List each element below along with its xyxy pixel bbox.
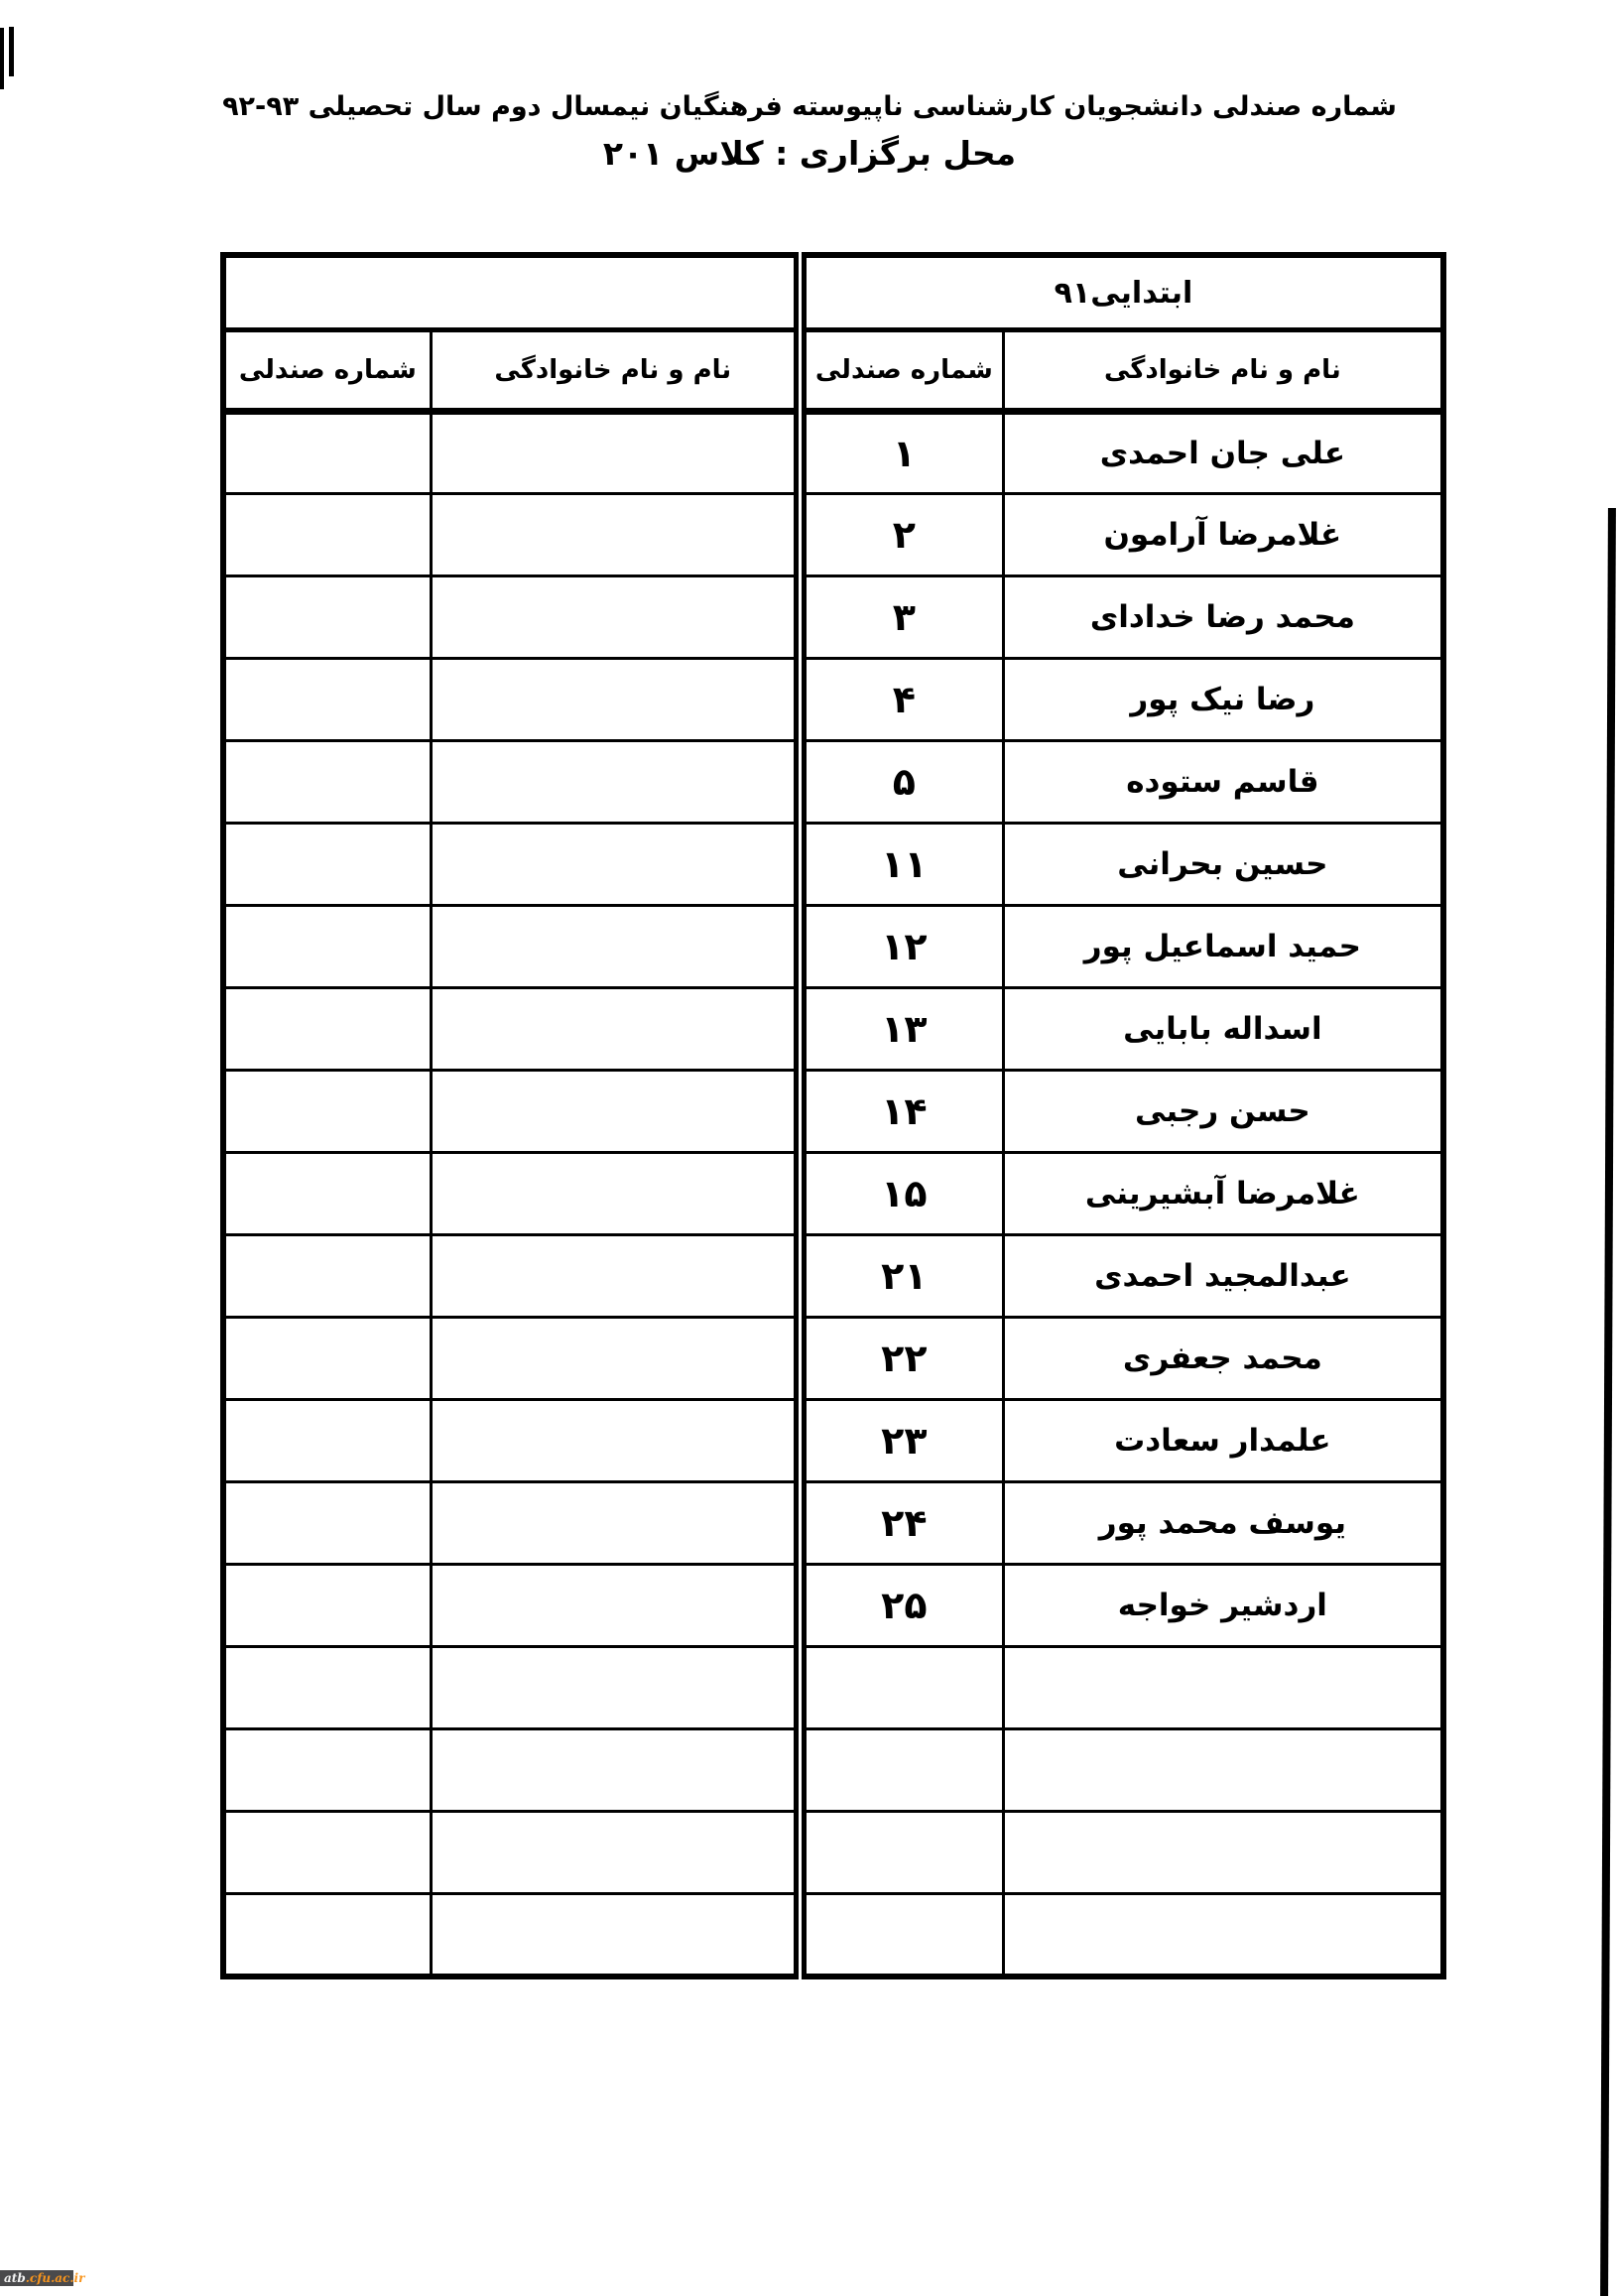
table-row [805,1482,1444,1565]
student-name-cell: محمد رضا خدادای [1003,576,1443,659]
scan-edge-artifact [1600,508,1616,2296]
seat-number-cell [223,1153,431,1235]
student-name-cell [431,1812,796,1894]
seat-number-cell [223,1894,431,1977]
table-row [805,1318,1444,1400]
watermark-badge [0,2270,85,2286]
seat-number-cell: ۱۱ [805,824,1004,906]
seat-number-cell [223,412,431,494]
student-name-cell: عبدالمجید احمدی [1003,1235,1443,1318]
table-row [805,906,1444,988]
student-name-cell [431,1565,796,1647]
table-row [805,1565,1444,1647]
seat-number-cell [223,1729,431,1812]
watermark-text-prefix: atb [4,2271,26,2285]
table-row [805,1812,1444,1894]
seat-number-cell [223,1812,431,1894]
table-row [223,1318,797,1400]
student-name-cell [431,824,796,906]
table-row [223,1894,797,1977]
student-name-cell [431,1318,796,1400]
name-column-header: نام و نام خانوادگی [1003,330,1443,412]
seat-number-cell: ۱۲ [805,906,1004,988]
seat-number-cell [805,1729,1004,1812]
class-table-right [802,252,1446,1979]
seat-number-cell: ۱ [805,412,1004,494]
table-row [805,659,1444,741]
seat-number-cell [223,1400,431,1482]
student-name-cell [431,1729,796,1812]
doc-title: شماره صندلی دانشجویان کارشناسی ناپیوسته فرهنگیان نیمسال دوم سال تحصیلی ۹۳-۹۲ [222,91,1397,122]
student-name-cell [431,1153,796,1235]
name-column-header: نام و نام خانوادگی [431,330,796,412]
seat-number-cell [223,906,431,988]
student-name-cell [431,494,796,576]
student-name-cell: یوسف محمد پور [1003,1482,1443,1565]
student-name-cell [431,741,796,824]
table-row [223,1812,797,1894]
table-row [805,576,1444,659]
table-row [223,1400,797,1482]
seat-number-cell: ۲ [805,494,1004,576]
student-name-cell: غلامرضا آرامون [1003,494,1443,576]
student-name-cell: حسین بحرانی [1003,824,1443,906]
table-row [223,1235,797,1318]
student-name-cell: غلامرضا آبشیرینی [1003,1153,1443,1235]
seat-number-cell [805,1812,1004,1894]
group-header-row [223,255,797,330]
student-name-cell: اردشیر خواجه [1003,1565,1443,1647]
seat-number-cell [223,1235,431,1318]
seat-number-cell: ۲۵ [805,1565,1004,1647]
seat-number-cell [223,1071,431,1153]
table-row [223,988,797,1071]
student-name-cell [1003,1647,1443,1729]
seat-number-cell: ۱۵ [805,1153,1004,1235]
student-name-cell: اسداله بابایی [1003,988,1443,1071]
table-row [805,824,1444,906]
seat-number-cell: ۱۴ [805,1071,1004,1153]
seating-tables [220,252,1446,1979]
student-name-cell [1003,1894,1443,1977]
table-row [223,412,797,494]
seat-number-cell [223,494,431,576]
scan-artifact [9,27,14,76]
table-row [223,1153,797,1235]
table-row [805,1400,1444,1482]
student-name-cell [431,576,796,659]
seat-number-cell [223,659,431,741]
student-name-cell: حمید اسماعیل پور [1003,906,1443,988]
seat-number-cell [223,1565,431,1647]
scan-artifact [0,28,4,89]
table-row [223,1565,797,1647]
student-name-cell [1003,1812,1443,1894]
table-row [223,906,797,988]
student-name-cell [431,1482,796,1565]
document-header [0,0,1619,181]
student-name-cell [431,988,796,1071]
table-row [805,1153,1444,1235]
left-table-body [223,412,797,1977]
table-row [805,412,1444,494]
table-row [805,1235,1444,1318]
seat-number-cell [805,1647,1004,1729]
table-row [805,494,1444,576]
blank-group-header-cell [223,255,797,330]
seat-number-cell [223,576,431,659]
column-header-row [805,330,1444,412]
right-table-body [805,412,1444,1977]
student-name-cell: علمدار سعادت [1003,1400,1443,1482]
student-name-cell [431,1235,796,1318]
table-row [805,988,1444,1071]
seat-number-cell: ۲۳ [805,1400,1004,1482]
table-row [223,576,797,659]
table-row [223,741,797,824]
table-row [223,1729,797,1812]
seat-number-cell [223,1318,431,1400]
seat-column-header: شماره صندلی [223,330,431,412]
seat-number-cell [223,1647,431,1729]
table-row [805,1894,1444,1977]
column-header-row [223,330,797,412]
group-header-cell: ابتدایی۹۱ [805,255,1444,330]
table-row [223,494,797,576]
seat-number-cell [223,741,431,824]
table-row [805,1647,1444,1729]
student-name-cell [431,1071,796,1153]
doc-location-line: محل برگزاری : کلاس ۲۰۱ [602,134,1017,173]
student-name-cell: رضا نیک پور [1003,659,1443,741]
student-name-cell [431,1894,796,1977]
seat-number-cell [223,824,431,906]
student-name-cell [431,659,796,741]
seat-number-cell: ۲۱ [805,1235,1004,1318]
student-name-cell: قاسم ستوده [1003,741,1443,824]
student-name-cell [431,906,796,988]
watermark-text-suffix: .cfu.ac.ir [25,2271,85,2285]
table-row [805,741,1444,824]
student-name-cell [431,412,796,494]
seat-number-cell: ۳ [805,576,1004,659]
blank-table-left [220,252,799,1979]
seat-number-cell [223,1482,431,1565]
table-row [805,1729,1444,1812]
table-row [223,824,797,906]
student-name-cell: علی جان احمدی [1003,412,1443,494]
table-row [223,659,797,741]
student-name-cell [1003,1729,1443,1812]
table-row [223,1647,797,1729]
seat-number-cell: ۵ [805,741,1004,824]
table-row [223,1482,797,1565]
student-name-cell: حسن رجبی [1003,1071,1443,1153]
group-header-row [805,255,1444,330]
seat-number-cell: ۴ [805,659,1004,741]
student-name-cell: محمد جعفری [1003,1318,1443,1400]
seat-number-cell [223,988,431,1071]
seat-number-cell: ۲۲ [805,1318,1004,1400]
student-name-cell [431,1400,796,1482]
table-row [805,1071,1444,1153]
seat-number-cell: ۱۳ [805,988,1004,1071]
student-name-cell [431,1647,796,1729]
seat-number-cell [805,1894,1004,1977]
table-row [223,1071,797,1153]
seat-number-cell: ۲۴ [805,1482,1004,1565]
seat-column-header: شماره صندلی [805,330,1004,412]
